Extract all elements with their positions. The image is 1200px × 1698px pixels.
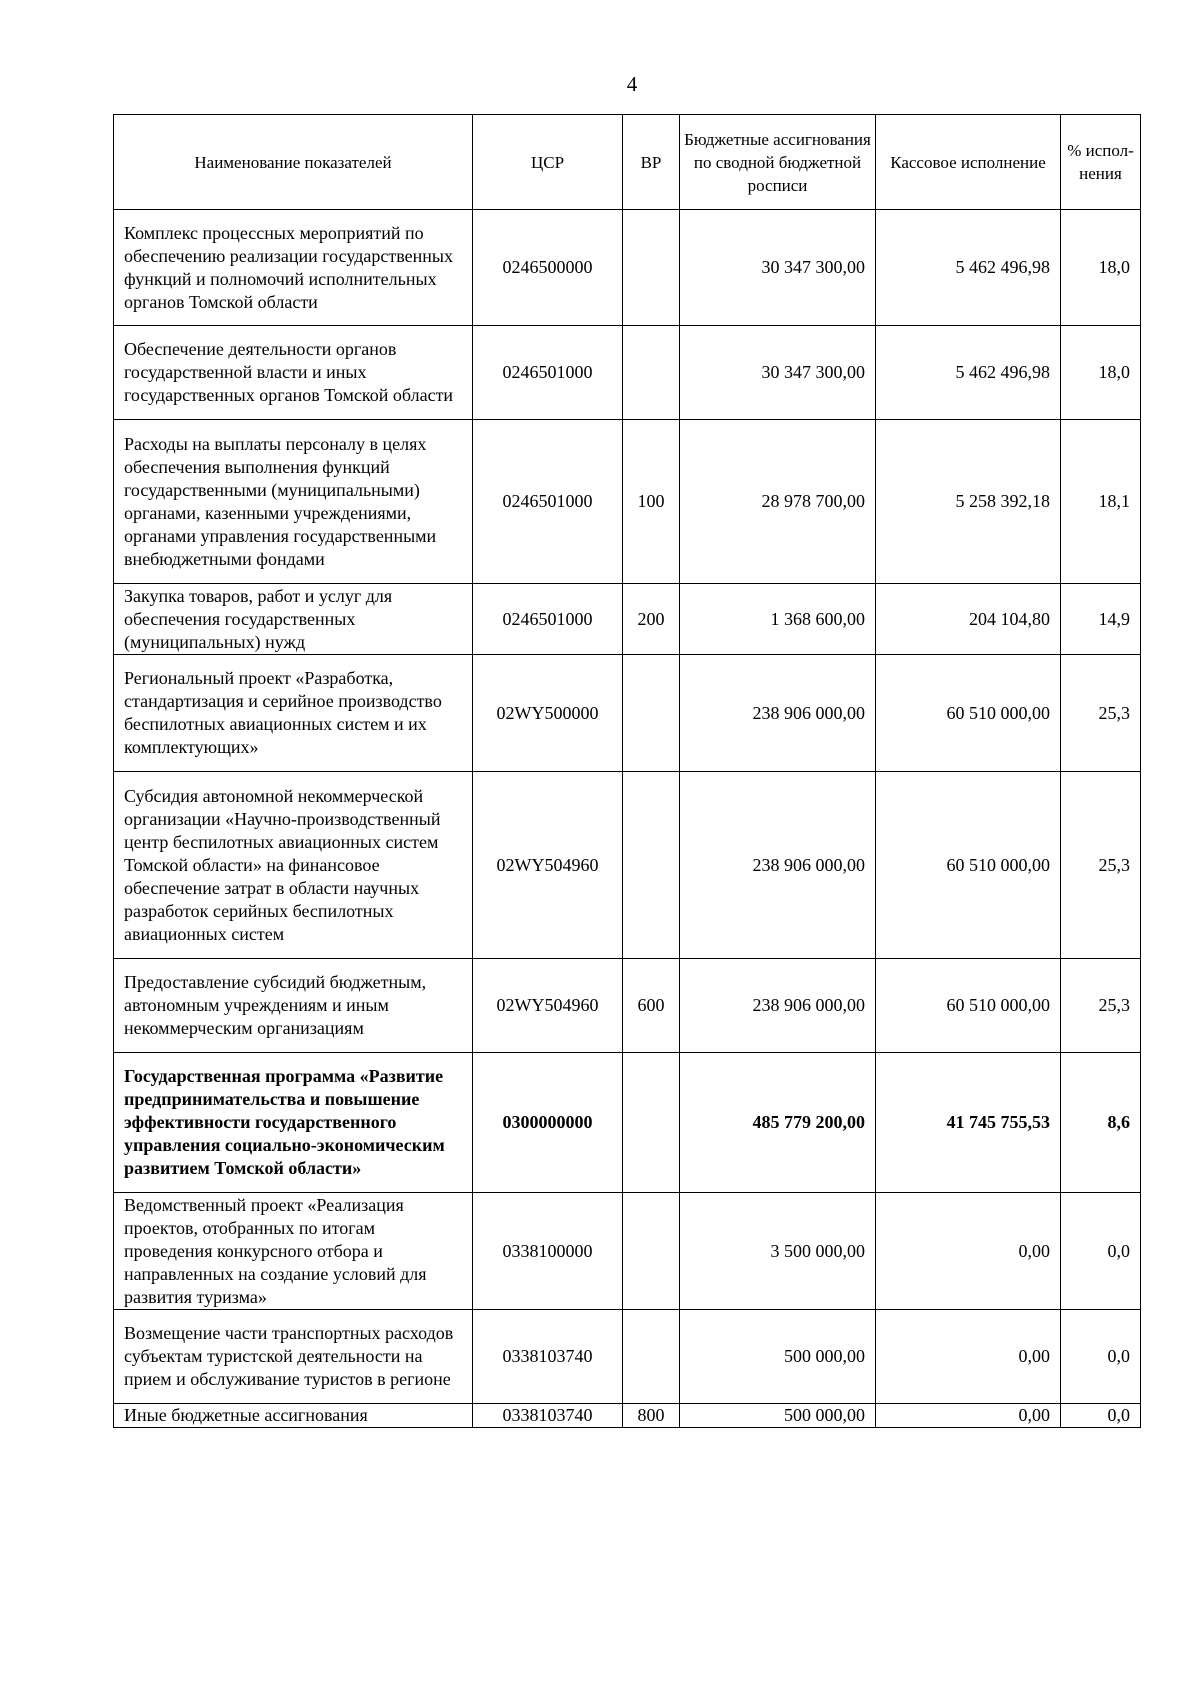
header-name: Наименование показателей — [114, 115, 473, 210]
table-row — [114, 655, 1141, 772]
cell-executed: 60 510 000,00 — [876, 959, 1061, 1053]
cell-name: Обеспечение деятельности органов государственной власти и иных государственных органов Томской области — [114, 326, 473, 420]
cell-name: Закупка товаров, работ и услуг для обеспечения государственных (муниципальных) нужд — [114, 584, 473, 655]
header-vr: ВР — [623, 115, 680, 210]
cell-name: Комплекс процессных мероприятий по обеспечению реализации государственных функций и полномочий исполнительных органов Томской области — [114, 210, 473, 326]
cell-percent: 18,0 — [1061, 326, 1141, 420]
header-csr: ЦСР — [473, 115, 623, 210]
cell-executed: 0,00 — [876, 1404, 1061, 1428]
table-row — [114, 1310, 1141, 1404]
cell-vr — [623, 655, 680, 772]
cell-name: Предоставление субсидий бюджетным, автономным учреждениям и иным некоммерческим организациям — [114, 959, 473, 1053]
cell-vr — [623, 1193, 680, 1310]
cell-assigned: 500 000,00 — [680, 1404, 876, 1428]
cell-csr: 0300000000 — [473, 1053, 623, 1193]
cell-csr: 0338100000 — [473, 1193, 623, 1310]
cell-percent: 25,3 — [1061, 655, 1141, 772]
cell-executed: 0,00 — [876, 1193, 1061, 1310]
table-row — [114, 1193, 1141, 1310]
page-number: 4 — [626, 72, 638, 96]
cell-assigned: 238 906 000,00 — [680, 655, 876, 772]
cell-csr: 0338103740 — [473, 1404, 623, 1428]
cell-percent: 0,0 — [1061, 1404, 1141, 1428]
table-header-row — [114, 115, 1141, 210]
cell-percent: 18,1 — [1061, 420, 1141, 584]
cell-vr — [623, 772, 680, 959]
cell-name: Субсидия автономной некоммерческой организации «Научно-производственный центр беспилотных авиационных систем Томской области» на финансовое обеспечение затрат в области научных разработок серийных беспилотных авиационных систем — [114, 772, 473, 959]
cell-csr: 02WY500000 — [473, 655, 623, 772]
cell-executed: 60 510 000,00 — [876, 772, 1061, 959]
table-row — [114, 772, 1141, 959]
table-row — [114, 1053, 1141, 1193]
cell-percent: 8,6 — [1061, 1053, 1141, 1193]
cell-vr: 200 — [623, 584, 680, 655]
header-executed: Кассовое исполнение — [876, 115, 1061, 210]
cell-assigned: 238 906 000,00 — [680, 959, 876, 1053]
header-assigned: Бюджетные ассигнования по сводной бюджетной росписи — [680, 115, 876, 210]
cell-percent: 0,0 — [1061, 1193, 1141, 1310]
cell-vr: 800 — [623, 1404, 680, 1428]
cell-executed: 60 510 000,00 — [876, 655, 1061, 772]
cell-csr: 0246500000 — [473, 210, 623, 326]
table-row — [114, 420, 1141, 584]
budget-execution-table — [113, 114, 1141, 1428]
cell-executed: 0,00 — [876, 1310, 1061, 1404]
table-row — [114, 326, 1141, 420]
cell-vr — [623, 1053, 680, 1193]
header-percent: % испол-нения — [1061, 115, 1141, 210]
cell-percent: 18,0 — [1061, 210, 1141, 326]
cell-vr: 600 — [623, 959, 680, 1053]
cell-executed: 41 745 755,53 — [876, 1053, 1061, 1193]
cell-name: Расходы на выплаты персоналу в целях обеспечения выполнения функций государственными (муниципальными) органами, казенными учреждениями, органами управления государственными внебюджетными фондами — [114, 420, 473, 584]
cell-executed: 5 462 496,98 — [876, 210, 1061, 326]
cell-vr — [623, 1310, 680, 1404]
cell-name: Региональный проект «Разработка, стандартизация и серийное производство беспилотных авиационных систем и их комплектующих» — [114, 655, 473, 772]
cell-percent: 14,9 — [1061, 584, 1141, 655]
cell-name: Ведомственный проект «Реализация проектов, отобранных по итогам проведения конкурсного отбора и направленных на создание условий для развития туризма» — [114, 1193, 473, 1310]
cell-name: Иные бюджетные ассигнования — [114, 1404, 473, 1428]
cell-name: Возмещение части транспортных расходов субъектам туристской деятельности на прием и обслуживание туристов в регионе — [114, 1310, 473, 1404]
cell-assigned: 3 500 000,00 — [680, 1193, 876, 1310]
cell-executed: 5 258 392,18 — [876, 420, 1061, 584]
cell-csr: 0246501000 — [473, 584, 623, 655]
cell-name: Государственная программа «Развитие предпринимательства и повышение эффективности государственного управления социально-экономическим развитием Томской области» — [114, 1053, 473, 1193]
cell-executed: 204 104,80 — [876, 584, 1061, 655]
table-body — [114, 210, 1141, 1428]
table-row — [114, 210, 1141, 326]
cell-assigned: 238 906 000,00 — [680, 772, 876, 959]
cell-percent: 25,3 — [1061, 959, 1141, 1053]
cell-executed: 5 462 496,98 — [876, 326, 1061, 420]
cell-assigned: 30 347 300,00 — [680, 326, 876, 420]
cell-vr — [623, 210, 680, 326]
cell-csr: 0338103740 — [473, 1310, 623, 1404]
cell-vr — [623, 326, 680, 420]
cell-percent: 25,3 — [1061, 772, 1141, 959]
cell-assigned: 1 368 600,00 — [680, 584, 876, 655]
table-row — [114, 1404, 1141, 1428]
cell-assigned: 30 347 300,00 — [680, 210, 876, 326]
cell-csr: 0246501000 — [473, 420, 623, 584]
cell-percent: 0,0 — [1061, 1310, 1141, 1404]
cell-vr: 100 — [623, 420, 680, 584]
table-row — [114, 959, 1141, 1053]
cell-assigned: 500 000,00 — [680, 1310, 876, 1404]
cell-assigned: 28 978 700,00 — [680, 420, 876, 584]
cell-assigned: 485 779 200,00 — [680, 1053, 876, 1193]
cell-csr: 02WY504960 — [473, 772, 623, 959]
cell-csr: 02WY504960 — [473, 959, 623, 1053]
table-row — [114, 584, 1141, 655]
cell-csr: 0246501000 — [473, 326, 623, 420]
